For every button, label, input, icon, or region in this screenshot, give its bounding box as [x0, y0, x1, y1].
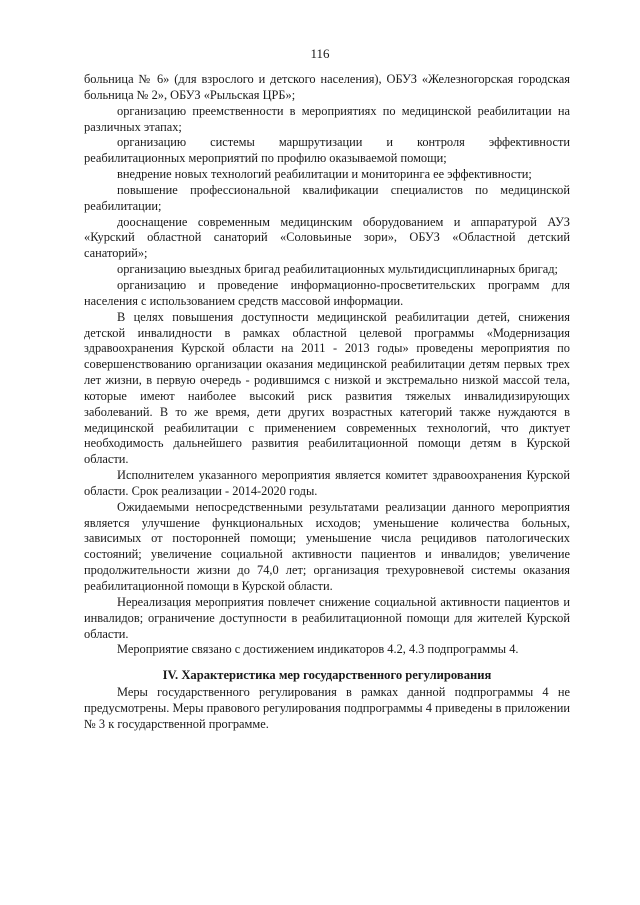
- paragraph-expected-results: Ожидаемыми непосредственными результатами реализации данного мероприятия является улучшение функциональных исходов; уменьшение количества больных, зависимых от посторонней помощи; уменьшение числа рецидивов патологических состояний; увеличение социальной активности пациентов и инвалидов; увеличение продолжительности жизни до 74,0 лет; организация трехуровневой системы оказания реабилитационной помощи в Курской области.: [84, 499, 570, 593]
- section-spacer: [84, 658, 570, 667]
- paragraph-routing-system: организацию системы маршрутизации и контроля эффективности реабилитационных мероприятий по профилю оказываемой помощи;: [84, 135, 570, 166]
- paragraph-regulation-measures: Меры государственного регулирования в рамках данной подпрограммы 4 не предусмотрены. Меры правового регулирования подпрограммы 4 приведены в приложении № 3 к государственной программе.: [84, 685, 570, 731]
- paragraph-indicators: Мероприятие связано с достижением индикаторов 4.2, 4.3 подпрограммы 4.: [117, 642, 519, 657]
- paragraph-mobile-teams: организацию выездных бригад реабилитационных мультидисциплинарных бригад;: [117, 262, 558, 277]
- paragraph-children-rehabilitation: В целях повышения доступности медицинской реабилитации детей, снижения детской инвалидности в рамках областной целевой программы «Модернизация здравоохранения Курской области на 2011 - 2013 годы» проведены мероприятия по совершенствованию организации оказания медицинской реабилитации детям первых трех лет жизни, в первую очередь - родившимся с низкой и экстремально низкой массой тела, которые имеют наиболее высокий риск развития тяжелых инвалидизирующих заболеваний. В то же время, дети других возрастных категорий также нуждаются в медицинской реабилитации с применением современных технологий, что диктует необходимость дальнейшего развития реабилитационной помощи детям в Курской области.: [84, 309, 570, 467]
- paragraph-hospitals-continuation: больница № 6» (для взрослого и детского населения), ОБУЗ «Железногорская городская больница № 2», ОБУЗ «Рыльская ЦРБ»;: [84, 72, 570, 102]
- paragraph-executor: Исполнителем указанного мероприятия является комитет здравоохранения Курской области. Срок реализации - 2014-2020 годы.: [84, 468, 570, 498]
- section-heading: IV. Характеристика мер государственного регулирования: [162, 668, 492, 683]
- paragraph-information-programs: организацию и проведение информационно-просветительских программ для населения с использованием средств массовой информации.: [84, 277, 570, 308]
- paragraph-equipment: дооснащение современным медицинским оборудованием и аппаратурой АУЗ «Курский областной санаторий «Соловьиные зори», ОБУЗ «Областной детский санаторий»;: [84, 214, 570, 261]
- paragraph-non-implementation: Нереализация мероприятия повлечет снижение социальной активности пациентов и инвалидов; ограничение доступности в реабилитационной помощи для жителей Курской области.: [84, 594, 570, 641]
- paragraph-continuity: организацию преемственности в мероприятиях по медицинской реабилитации на различных этапах;: [84, 103, 570, 134]
- document-body: [84, 72, 570, 733]
- paragraph-new-technologies: внедрение новых технологий реабилитации и мониторинга ее эффективности;: [117, 167, 532, 182]
- paragraph-qualification: повышение профессиональной квалификации специалистов по медицинской реабилитации;: [84, 182, 570, 213]
- page-number: 116: [310, 46, 330, 61]
